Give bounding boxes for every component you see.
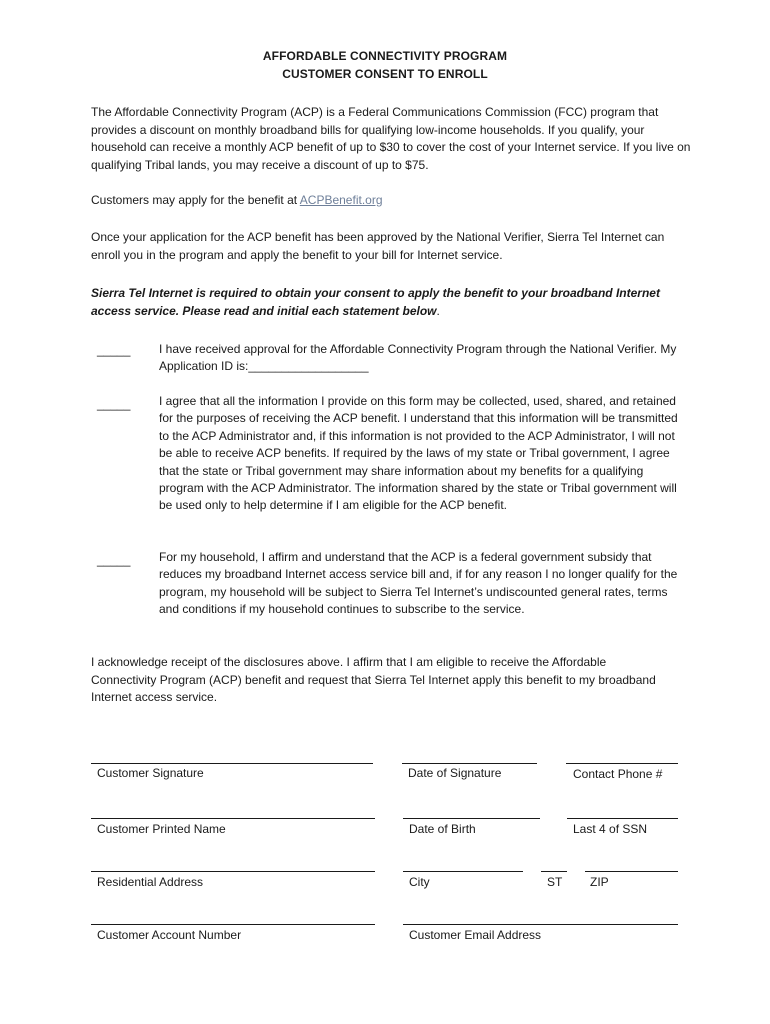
city-line[interactable] — [403, 871, 523, 872]
date-of-birth-label: Date of Birth — [409, 822, 476, 836]
date-of-birth-line[interactable] — [403, 818, 540, 819]
email-line[interactable] — [403, 924, 678, 925]
residential-address-line[interactable] — [91, 871, 375, 872]
account-number-line[interactable] — [91, 924, 375, 925]
statement-1: I have received approval for the Affordable Connectivity Program through the National Verifier. My Application ID is:__________________ — [159, 342, 677, 374]
state-label: ST — [547, 875, 563, 889]
apply-paragraph — [91, 192, 691, 210]
statement-3: For my household, I affirm and understand that the ACP is a federal government subsidy that reduces my broadband Internet access service bill and, if for any reason I no longer qualify for the program, my household will be subject to Sierra Tel Internet’s undiscounted general rates, terms and conditions if my household continues to subscribe to the service. — [159, 550, 678, 617]
consent-notice — [91, 285, 691, 320]
initial-blank-1[interactable]: _____ — [97, 343, 131, 357]
customer-signature-label: Customer Signature — [97, 766, 204, 780]
email-label: Customer Email Address — [409, 928, 542, 942]
date-of-signature-line[interactable] — [402, 763, 537, 764]
intro-paragraph: The Affordable Connectivity Program (ACP) is a Federal Communications Commission (FCC) program that provides a discount on monthly broadband bills for qualifying low-income households. If you qualify, your household can receive a monthly ACP benefit of up to $30 to cover the cost of your Internet service. If you live on qualifying Tribal lands, you may receive a discount of up to $75. — [91, 105, 691, 172]
date-of-signature-label: Date of Signature — [408, 766, 502, 780]
acknowledgement-paragraph: I acknowledge receipt of the disclosures above. I affirm that I am eligible to receive the Affordable Connectivity Program (ACP) benefit and request that Sierra Tel Internet apply this benefit to my broadband Internet access service. — [91, 655, 656, 705]
last4-ssn-label: Last 4 of SSN — [573, 822, 648, 836]
initial-blank-2[interactable]: _____ — [97, 397, 131, 411]
zip-line[interactable] — [585, 871, 678, 872]
consent-notice-text: Sierra Tel Internet is required to obtain your consent to apply the benefit to your broadband Internet access service. Please read and initial each statement below — [91, 286, 660, 318]
contact-phone-line[interactable] — [566, 763, 678, 764]
customer-signature-line[interactable] — [91, 763, 373, 764]
form-title: AFFORDABLE CONNECTIVITY PROGRAM — [262, 49, 508, 63]
residential-address-label: Residential Address — [97, 875, 204, 889]
city-label: City — [409, 875, 430, 889]
acp-benefit-link[interactable]: ACPBenefit.org — [299, 193, 383, 207]
statement-2: I agree that all the information I provide on this form may be collected, used, shared, and retained for the purposes of receiving the ACP benefit. I understand that this information will be transmitted to the ACP Administrator and, if this information is not provided to the ACP Administrator, I will not be able to receive ACP benefits. If required by the laws of my state or Tribal government, I agree that the state or Tribal government may share information about my benefits for a qualifying program with the ACP Administrator. The information shared by the state or Tribal government will be used only to help determine if I am eligible for the ACP benefit. — [159, 394, 678, 513]
printed-name-line[interactable] — [91, 818, 375, 819]
approval-paragraph: Once your application for the ACP benefit has been approved by the National Verifier, Sierra Tel Internet can enroll you in the program and apply the benefit to your bill for Internet service. — [91, 230, 665, 262]
zip-label: ZIP — [590, 875, 609, 889]
account-number-label: Customer Account Number — [97, 928, 242, 942]
initial-blank-3[interactable]: _____ — [97, 553, 131, 567]
last4-ssn-line[interactable] — [567, 818, 678, 819]
consent-notice-period: . — [436, 303, 440, 318]
apply-text: Customers may apply for the benefit at — [91, 193, 300, 207]
state-line[interactable] — [541, 871, 567, 872]
printed-name-label: Customer Printed Name — [97, 822, 226, 836]
form-subtitle: CUSTOMER CONSENT TO ENROLL — [282, 67, 488, 81]
contact-phone-label: Contact Phone # — [573, 767, 663, 781]
